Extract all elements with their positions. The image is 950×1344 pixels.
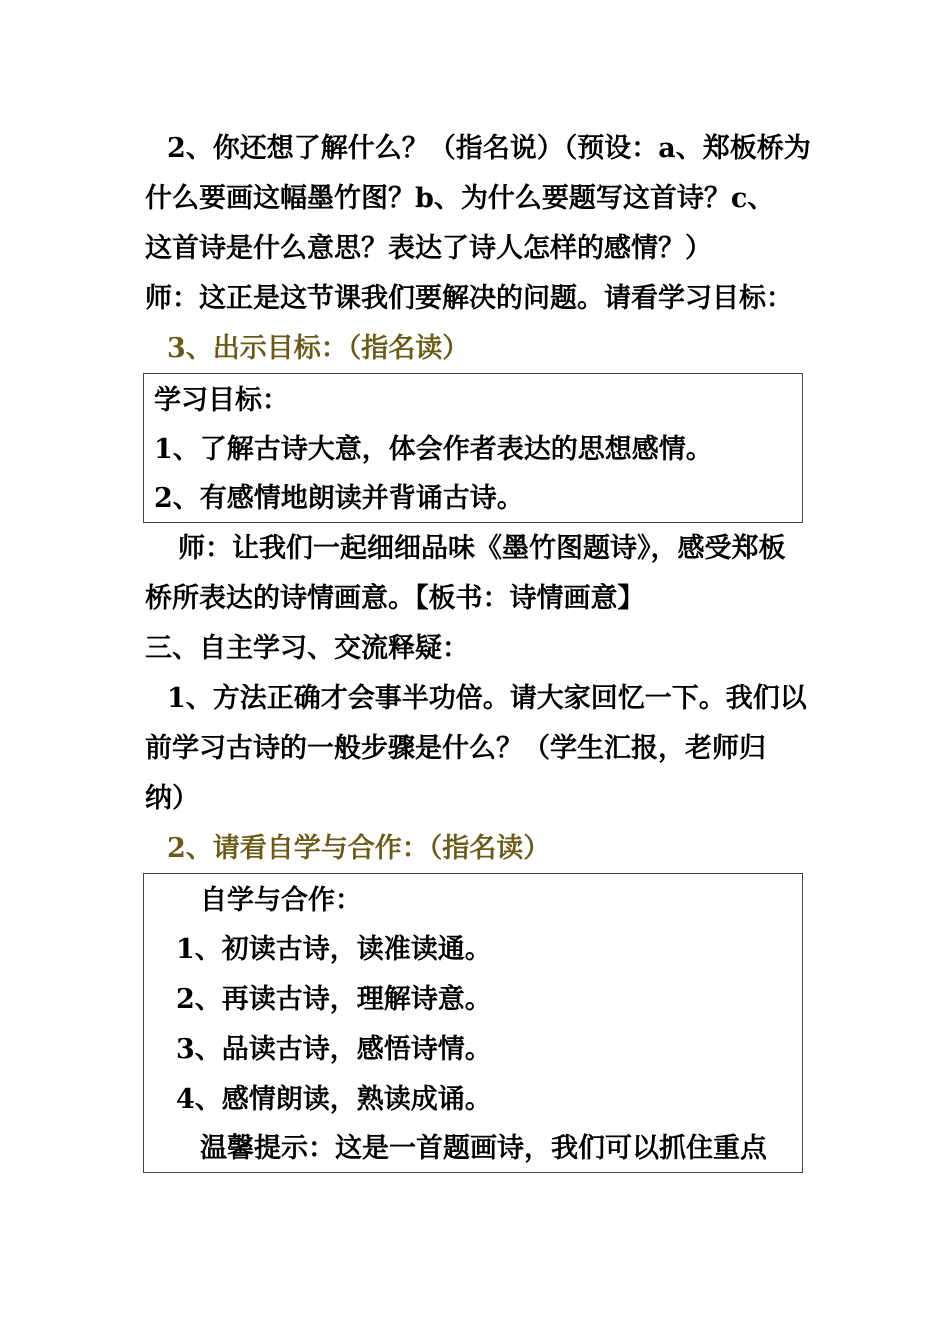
self-study-box	[143, 873, 803, 1173]
line-p3-1: 师：让我们一起细细品味《墨竹图题诗》，感受郑板	[178, 533, 786, 564]
goals-item-2: 2、有感情地朗读并背诵古诗。	[154, 483, 524, 514]
section-three-heading: 三、自主学习、交流释疑：	[145, 633, 469, 664]
line-p2: 师：这正是这节课我们要解决的问题。请看学习目标：	[145, 283, 793, 314]
line-p4-1: 1、方法正确才会事半功倍。请大家回忆一下。我们以	[167, 683, 807, 714]
goals-item-1: 1、了解古诗大意，体会作者表达的思想感情。	[154, 434, 713, 465]
learning-goals-box	[143, 373, 803, 523]
heading-show-goals: 3、出示目标：（指名读）	[167, 333, 470, 364]
study-title: 自学与合作：	[200, 885, 362, 916]
heading-self-study: 2、请看自学与合作：（指名读）	[167, 833, 551, 864]
line-p3-2: 桥所表达的诗情画意。【板书：诗情画意】	[145, 583, 645, 614]
study-tip: 温馨提示：这是一首题画诗，我们可以抓住重点	[200, 1133, 767, 1164]
goals-title: 学习目标：	[154, 385, 289, 416]
line-p1-2: 什么要画这幅墨竹图？b、为什么要题写这首诗？c、	[145, 183, 775, 214]
line-p4-3: 纳）	[145, 783, 199, 814]
study-item-4: 4、感情朗读，熟读成诵。	[176, 1084, 492, 1115]
study-item-1: 1、初读古诗，读准读通。	[176, 934, 492, 965]
line-p1-3: 这首诗是什么意思？表达了诗人怎样的感情？）	[145, 233, 712, 264]
study-item-2: 2、再读古诗，理解诗意。	[176, 984, 492, 1015]
line-p1-1: 2、你还想了解什么？（指名说）（预设：a、郑板桥为	[167, 133, 811, 164]
study-item-3: 3、品读古诗，感悟诗情。	[176, 1034, 492, 1065]
line-p4-2: 前学习古诗的一般步骤是什么？（学生汇报，老师归	[145, 733, 766, 764]
